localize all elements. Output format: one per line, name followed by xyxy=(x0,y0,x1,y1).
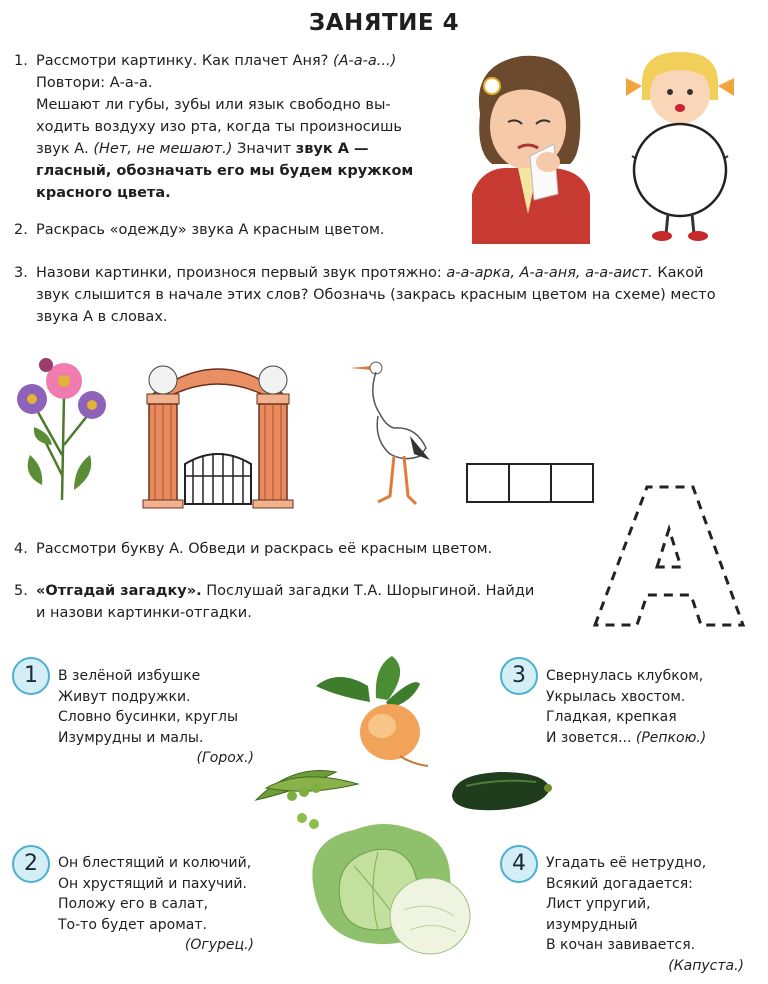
task-5 xyxy=(14,580,576,624)
stork-illustration xyxy=(350,356,440,506)
lesson-title: ЗАНЯТИЕ 4 xyxy=(308,10,460,36)
riddle-line: И зовется... xyxy=(546,729,632,746)
task-text: ходить воздуху изо рта, когда ты произносишь xyxy=(36,119,402,135)
task-number: 2. xyxy=(14,222,28,238)
riddle-number-badge: 1 xyxy=(12,657,50,695)
riddle-3 xyxy=(546,666,756,748)
sound-scheme-cell[interactable] xyxy=(466,463,510,503)
riddle-line: В кочан завивается. xyxy=(546,937,696,953)
task-answer: (А-а-а...) xyxy=(332,53,397,69)
task-bold-text: гласный, обозначать его мы будем кружком xyxy=(36,163,414,179)
task-text: Назови картинки, произнося первый звук протяжно: xyxy=(36,265,442,281)
task-text: Какой xyxy=(657,265,704,281)
riddle-1 xyxy=(58,666,254,769)
task-bold-text: «Отгадай загадку». xyxy=(36,583,202,599)
task-text: звук А. xyxy=(36,141,89,157)
cabbage-illustration[interactable] xyxy=(304,820,474,960)
riddle-line: В зелёной избушке xyxy=(58,668,201,684)
task-text: Повтори: А-а-а. xyxy=(36,75,153,91)
aster-flowers-illustration xyxy=(12,355,112,505)
riddle-number-badge: 3 xyxy=(500,657,538,695)
sound-scheme-cell[interactable] xyxy=(550,463,594,503)
task-number: 4. xyxy=(14,541,28,557)
riddle-answer: (Репкою.) xyxy=(635,729,707,746)
riddle-line: Свернулась клубком, xyxy=(546,668,704,684)
riddle-answer: (Горох.) xyxy=(196,750,254,766)
riddle-line: Положу его в салат, xyxy=(58,896,209,912)
task-text: Рассмотри картинку. Как плачет Аня? xyxy=(36,53,329,69)
task-words: а-а-арка, А-а-аня, а-а-аист. xyxy=(446,265,653,281)
riddle-line: Лист упругий, изумрудный xyxy=(546,896,651,933)
task-3 xyxy=(14,262,751,328)
cucumber-illustration[interactable] xyxy=(444,768,554,816)
task-bold-text: красного цвета. xyxy=(36,185,171,201)
task-text: Мешают ли губы, зубы или язык свободно вы- xyxy=(36,97,391,113)
task-number: 5. xyxy=(14,583,28,599)
sound-a-figure xyxy=(620,48,740,243)
riddle-number-badge: 4 xyxy=(500,845,538,883)
task-number: 3. xyxy=(14,265,28,281)
task-text: Послушай загадки Т.А. Шорыгиной. Найди xyxy=(206,583,535,599)
riddle-line: Изумрудны и малы. xyxy=(58,729,204,746)
sound-scheme-cell[interactable] xyxy=(508,463,552,503)
task-4 xyxy=(14,538,576,560)
riddle-answer: (Огурец.) xyxy=(184,937,254,953)
task-bold-text: звук А — xyxy=(295,141,369,157)
riddle-2 xyxy=(58,853,254,956)
task-text: звука А в словах. xyxy=(36,309,168,325)
dashed-letter-a[interactable] xyxy=(595,485,745,630)
sound-scheme xyxy=(466,463,594,503)
riddle-4 xyxy=(546,853,744,976)
task-text: и назови картинки-отгадки. xyxy=(36,605,252,621)
task-text: Рассмотри букву А. Обведи и раскрась её красным цветом. xyxy=(36,541,493,557)
riddle-line: Он блестящий и колючий, xyxy=(58,855,252,871)
task-text: Раскрась «одежду» звука А красным цветом. xyxy=(36,222,385,238)
riddle-line: Живут подружки. xyxy=(58,688,191,705)
riddle-line: Он хрустящий и пахучий. xyxy=(58,875,247,892)
crying-girl-illustration xyxy=(462,44,602,244)
riddle-line: Укрылась хвостом. xyxy=(546,688,686,705)
riddle-answer: (Капуста.) xyxy=(668,957,744,974)
riddle-number-badge: 2 xyxy=(12,845,50,883)
task-2 xyxy=(14,219,456,241)
task-text: Значит xyxy=(237,141,292,157)
turnip-illustration[interactable] xyxy=(316,656,440,768)
task-1 xyxy=(14,50,456,204)
task-number: 1. xyxy=(14,53,28,69)
task-text: звук слышится в начале этих слов? Обозначь (закрась красным цветом на схеме) место xyxy=(36,287,716,303)
arch-gate-illustration xyxy=(133,354,303,510)
riddle-line: Угадать её нетрудно, xyxy=(546,855,707,871)
riddle-line: Гладкая, крепкая xyxy=(546,709,677,725)
riddle-line: То-то будет аромат. xyxy=(58,916,207,933)
task-answer: (Нет, не мешают.) xyxy=(93,141,233,157)
riddle-line: Словно бусинки, круглы xyxy=(58,709,239,725)
riddle-line: Всякий догадается: xyxy=(546,875,693,892)
